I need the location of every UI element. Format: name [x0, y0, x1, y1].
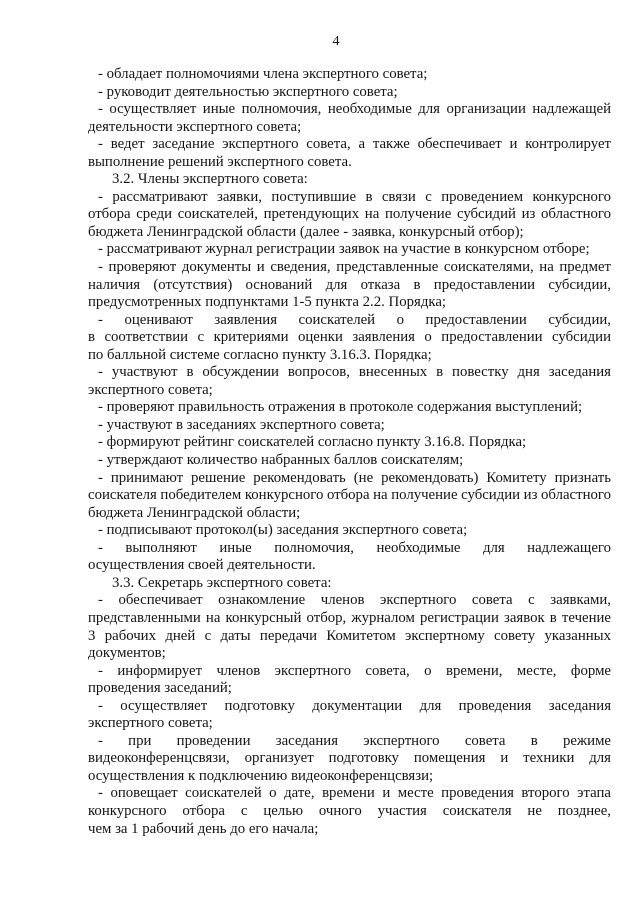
text-line	[88, 522, 611, 540]
text-line	[88, 294, 611, 312]
list-item	[88, 101, 611, 136]
list-item	[88, 399, 611, 417]
list-item	[88, 592, 611, 662]
text-line	[88, 136, 611, 154]
document-section	[88, 66, 611, 171]
text-line-content: - участвуют в обсуждении вопросов, внесенных в повестку дня заседания	[98, 364, 611, 381]
list-item	[88, 136, 611, 171]
text-line	[88, 101, 611, 119]
text-line	[88, 312, 611, 330]
text-line-content: документов;	[88, 645, 166, 662]
text-line	[88, 680, 611, 698]
section-heading	[88, 575, 611, 593]
text-line	[88, 259, 611, 277]
list-item	[88, 522, 611, 540]
text-line-content: деятельности экспертного совета;	[88, 118, 302, 135]
text-line-content: - при проведении заседания экспертного совета в режиме	[98, 732, 611, 749]
text-line-content: видеоконференцсвязи, организует подготовку помещения и техники для	[88, 750, 611, 767]
text-line-content: отбора среди соискателей, претендующих на получение субсидий из областного	[88, 206, 611, 223]
text-line	[88, 540, 611, 558]
text-line-content: - оценивают заявления соискателей о предоставлении субсидии,	[98, 311, 611, 328]
list-item	[88, 470, 611, 523]
text-line-content: представленными на конкурсный отбор, журналом регистрации заявок в течение	[88, 609, 611, 626]
list-item	[88, 312, 611, 365]
text-line-content: - обеспечивает ознакомление членов экспертного совета с заявками,	[98, 592, 611, 609]
text-line	[88, 277, 611, 295]
text-line	[88, 628, 611, 646]
text-line-content: чем за 1 рабочий день до его начала;	[88, 820, 319, 837]
text-line-content: предусмотренных подпунктами 1-5 пункта 2.2. Порядка;	[88, 294, 447, 311]
list-item	[88, 698, 611, 733]
text-line-content: - утверждают количество набранных баллов соискателям;	[98, 452, 464, 469]
text-line	[88, 224, 611, 242]
text-line	[88, 399, 611, 417]
text-line-content: бюджета Ленинградской области;	[88, 504, 301, 521]
text-line-content: - осуществляет подготовку документации для проведения заседания	[98, 697, 611, 714]
text-line	[88, 505, 611, 523]
text-line-content: - руководит деятельностью экспертного совета;	[98, 83, 398, 100]
text-line-content: 3.3. Секретарь экспертного совета:	[112, 574, 332, 591]
text-line-content: - принимают решение рекомендовать (не рекомендовать) Комитету признать	[98, 469, 611, 486]
text-line-content: осуществления своей деятельности.	[88, 557, 316, 574]
text-line	[88, 347, 611, 365]
text-line	[88, 470, 611, 488]
text-line	[88, 189, 611, 207]
text-line-content: осуществления к подключению видеоконференцсвязи;	[88, 767, 434, 784]
list-item	[88, 417, 611, 435]
list-item	[88, 364, 611, 399]
text-line	[88, 610, 611, 628]
list-item	[88, 663, 611, 698]
text-line-content: - информирует членов экспертного совета, о времени, месте, форме	[98, 662, 611, 679]
text-line	[88, 750, 611, 768]
text-line	[88, 557, 611, 575]
text-line-content: наличия (отсутствия) оснований для отказа в предоставлении субсидии,	[88, 276, 611, 293]
text-line	[88, 698, 611, 716]
text-line-content: 3 рабочих дней с даты передачи Комитетом экспертному совету указанных	[88, 627, 611, 644]
text-line-content: - выполняют иные полномочия, необходимые для надлежащего	[98, 539, 611, 556]
text-line-content: - проверяют правильность отражения в протоколе содержания выступлений;	[98, 399, 583, 416]
text-line	[88, 645, 611, 663]
page-number: 4	[332, 34, 340, 49]
list-item	[88, 189, 611, 242]
text-line-content: экспертного совета;	[88, 381, 213, 398]
text-line	[88, 803, 611, 821]
text-line	[88, 364, 611, 382]
text-line-content: - участвуют в заседаниях экспертного совета;	[98, 416, 385, 433]
text-line-content: - подписывают протокол(ы) заседания экспертного совета;	[98, 522, 468, 539]
list-item	[88, 241, 611, 259]
section-heading	[88, 171, 611, 189]
text-line	[88, 821, 611, 839]
text-line	[88, 382, 611, 400]
text-line-content: в соответствии с критериями оценки заявления о предоставлении субсидии	[88, 329, 611, 346]
text-line	[88, 785, 611, 803]
text-line-content: бюджета Ленинградской области (далее - заявка, конкурсный отбор);	[88, 223, 524, 240]
text-line-content: конкурсного отбора с целью очного участия соискателя не позднее,	[88, 802, 611, 819]
text-line	[88, 715, 611, 733]
list-item	[88, 66, 611, 84]
text-line-content: выполнение решений экспертного совета.	[88, 153, 352, 170]
text-line	[88, 487, 611, 505]
text-line-content: 3.2. Члены экспертного совета:	[112, 171, 308, 188]
text-line	[88, 329, 611, 347]
text-line-content: - оповещает соискателей о дате, времени и месте проведения второго этапа	[98, 785, 611, 802]
list-item	[88, 785, 611, 838]
text-line	[88, 417, 611, 435]
document-section	[88, 575, 611, 838]
text-line	[88, 154, 611, 172]
list-item	[88, 733, 611, 786]
text-line-content: по балльной системе согласно пункту 3.16.3. Порядка;	[88, 346, 432, 363]
document-body	[88, 66, 611, 838]
text-line	[88, 66, 611, 84]
text-line	[88, 434, 611, 452]
text-line	[88, 592, 611, 610]
document-section	[88, 171, 611, 575]
text-line	[88, 84, 611, 102]
text-line-content: - рассматривают журнал регистрации заявок на участие в конкурсном отборе;	[98, 241, 590, 258]
text-line-content: экспертного совета;	[88, 715, 213, 732]
text-line-content: - формируют рейтинг соискателей согласно пункту 3.16.8. Порядка;	[98, 434, 527, 451]
text-line-content: - осуществляет иные полномочия, необходимые для организации надлежащей	[98, 101, 611, 118]
text-line-content: - рассматривают заявки, поступившие в связи с проведением конкурсного	[98, 188, 611, 205]
text-line	[88, 733, 611, 751]
text-line	[88, 119, 611, 137]
text-line	[88, 452, 611, 470]
list-item	[88, 84, 611, 102]
list-item	[88, 540, 611, 575]
list-item	[88, 259, 611, 312]
list-item	[88, 452, 611, 470]
text-line	[88, 663, 611, 681]
text-line-content: - ведет заседание экспертного совета, а также обеспечивает и контролирует	[98, 136, 611, 153]
text-line	[88, 206, 611, 224]
text-line	[88, 768, 611, 786]
text-line-content: соискателя победителем конкурсного отбора на получение субсидии из областного	[88, 487, 611, 504]
list-item	[88, 434, 611, 452]
text-line-content: проведения заседаний;	[88, 680, 232, 697]
text-line	[88, 241, 611, 259]
text-line-content: - проверяют документы и сведения, представленные соискателями, на предмет	[98, 259, 611, 276]
text-line-content: - обладает полномочиями члена экспертного совета;	[98, 66, 428, 82]
